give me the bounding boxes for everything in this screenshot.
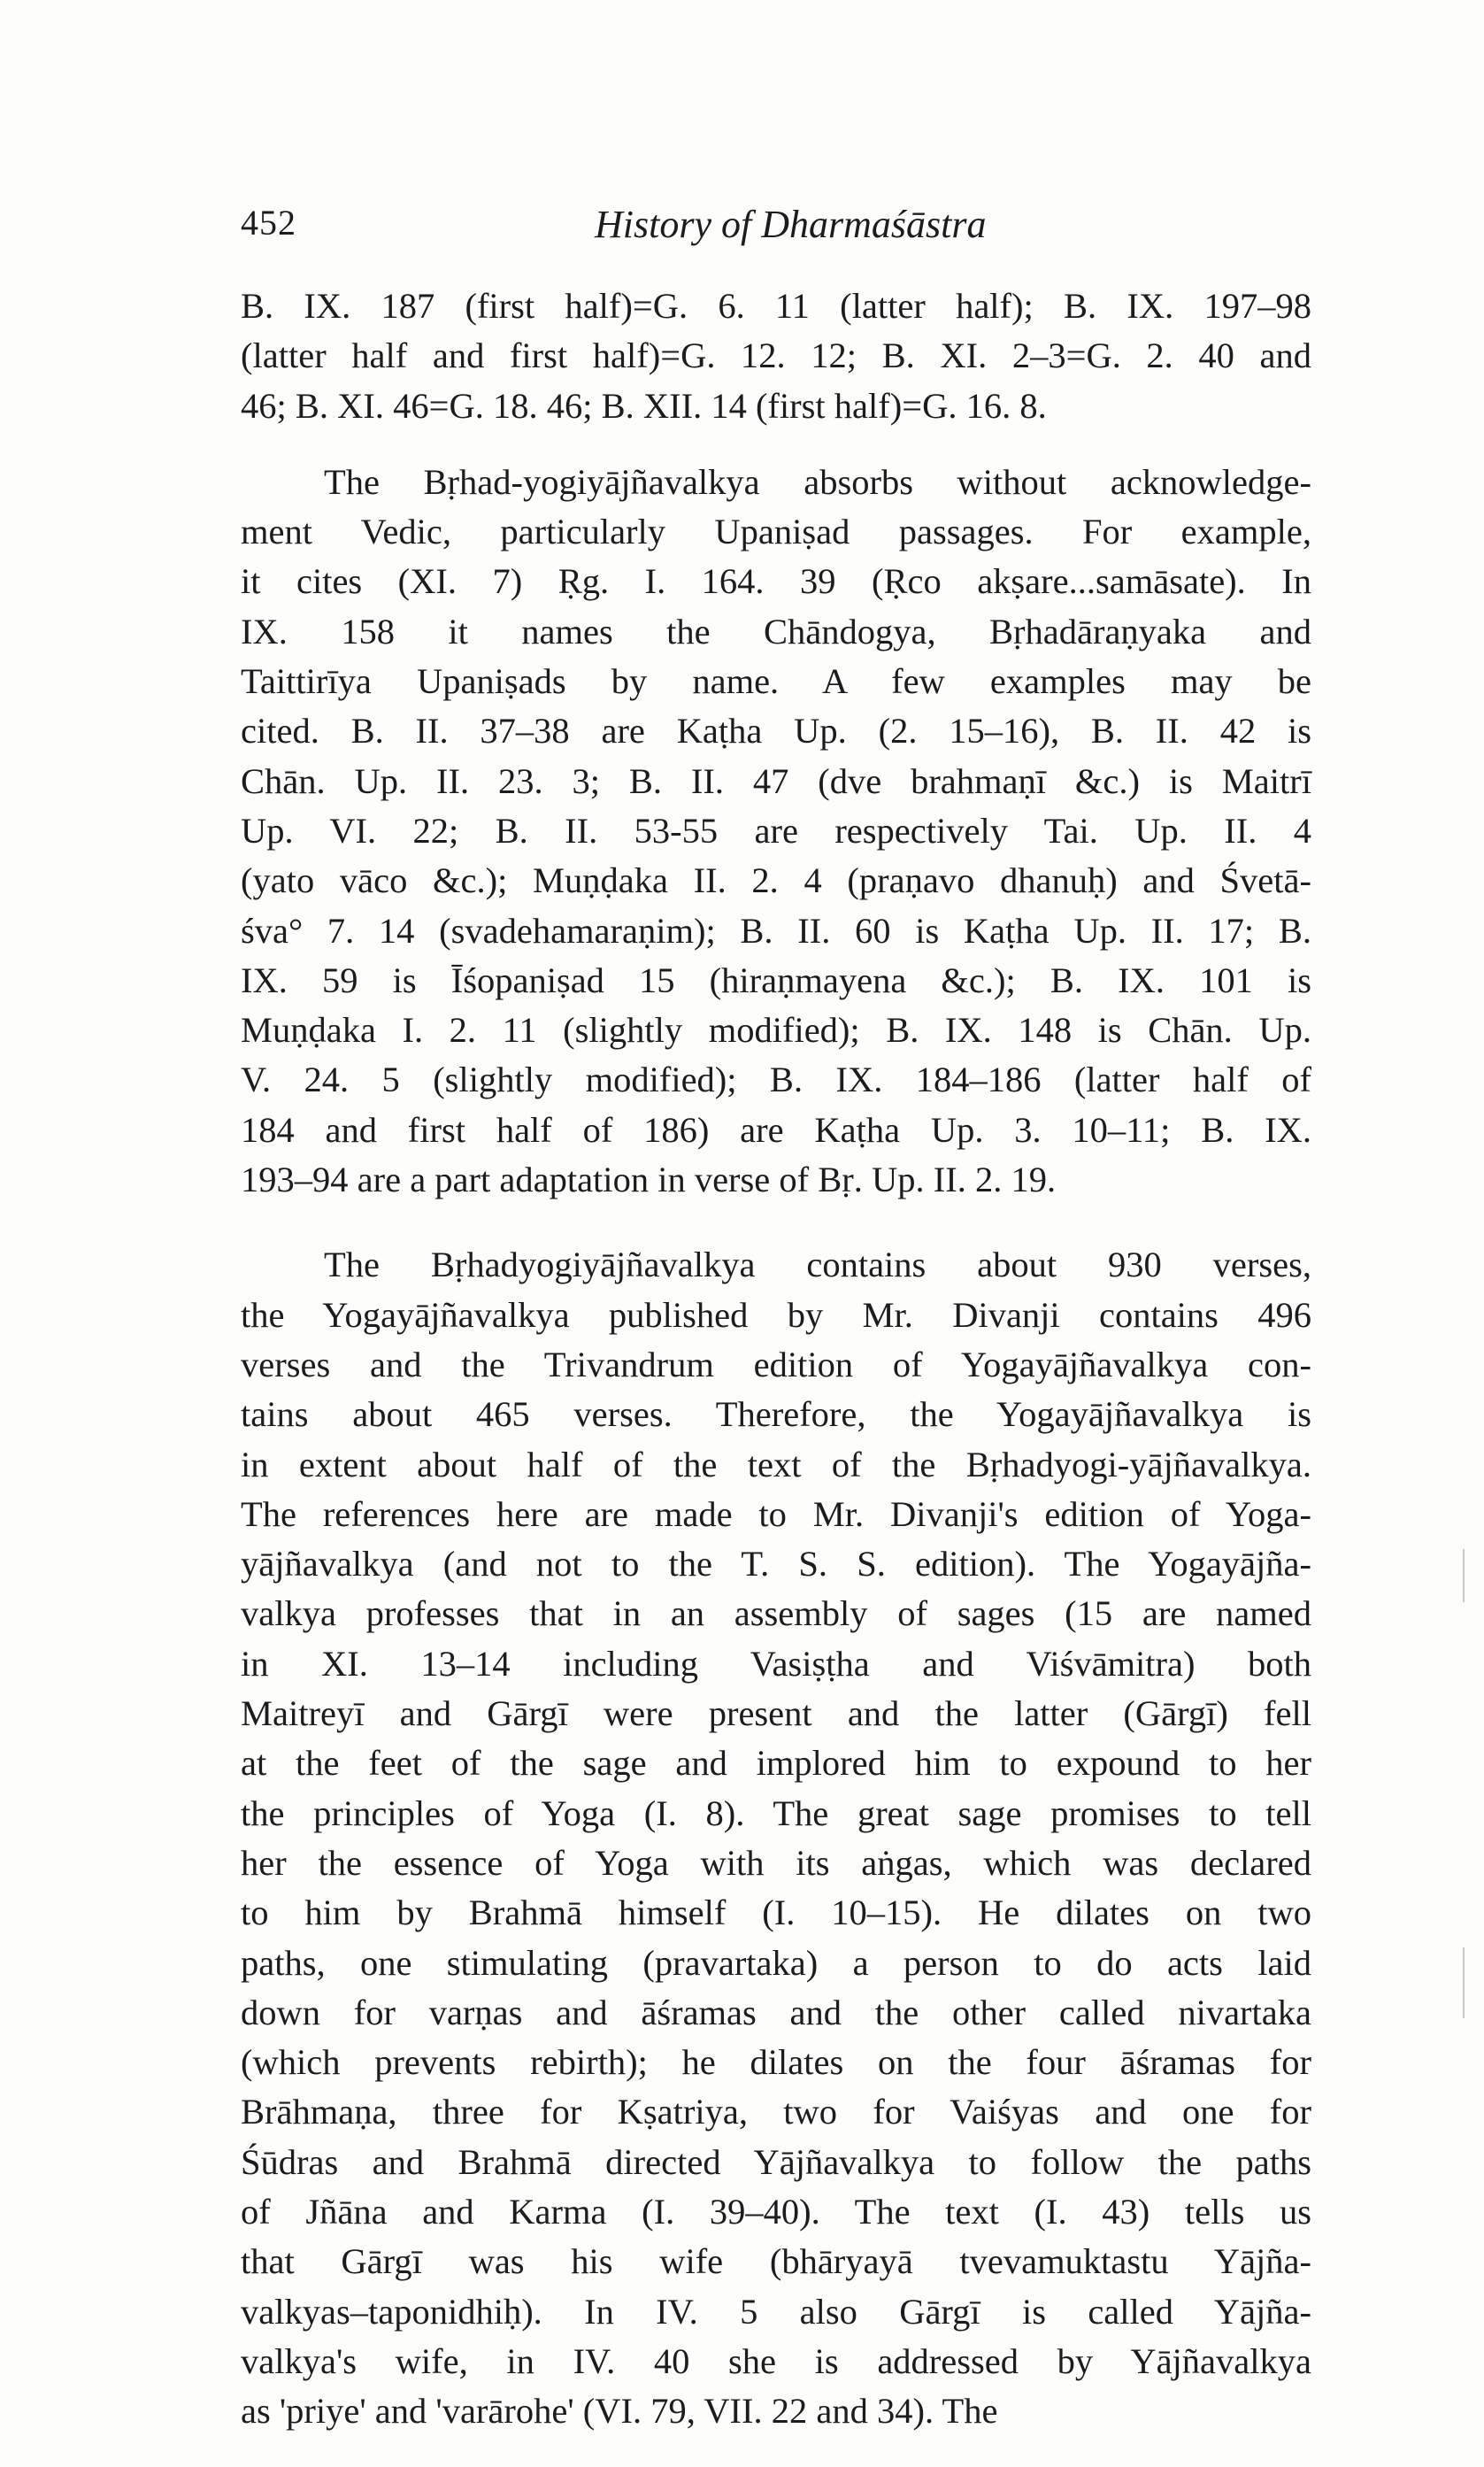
text-line: IX. 59 is Īśopaniṣad 15 (hiraṇmayena &c.); B. IX. 101 is	[241, 960, 1311, 1000]
text-line: it cites (XI. 7) Ṛg. I. 164. 39 (Ṛco akṣare...samāsate). In	[241, 561, 1311, 602]
scan-edge-mark	[1463, 1549, 1465, 1602]
text-line: (yato vāco &c.); Muṇḍaka II. 2. 4 (praṇavo dhanuḥ) and Śvetā-	[241, 860, 1311, 901]
scan-edge-mark	[1463, 1947, 1465, 2018]
text-line: as 'priye' and 'varārohe' (VI. 79, VII. 22 and 34). The	[241, 2391, 998, 2432]
text-line: cited. B. II. 37–38 are Kaṭha Up. (2. 15–16), B. II. 42 is	[241, 711, 1311, 752]
text-line: Chān. Up. II. 23. 3; B. II. 47 (dve brahmaṇī &c.) is Maitrī	[241, 760, 1311, 801]
text-line: in extent about half of the text of the Bṛhadyogi-yājñavalkya.	[241, 1444, 1311, 1484]
running-head	[241, 202, 1311, 255]
text-line: the principles of Yoga (I. 8). The great sage promises to tell	[241, 1792, 1311, 1833]
text-line: to him by Brahmā himself (I. 10–15). He dilates on two	[241, 1893, 1311, 1933]
text-line: yājñavalkya (and not to the T. S. S. edition). The Yogayājña-	[241, 1544, 1311, 1584]
text-line: 193–94 are a part adaptation in verse of Bṛ. Up. II. 2. 19.	[241, 1160, 1057, 1200]
paragraph-gita-correspondences	[241, 281, 1311, 431]
text-line: IX. 158 it names the Chāndogya, Bṛhadāraṇyaka and	[241, 611, 1311, 651]
text-line: Muṇḍaka I. 2. 11 (slightly modified); B. IX. 148 is Chān. Up.	[241, 1010, 1311, 1051]
text-line: Śūdras and Brahmā directed Yājñavalkya to follow the paths	[241, 2141, 1311, 2182]
text-line: The Bṛhadyogiyājñavalkya contains about 930 verses,	[324, 1245, 1311, 1285]
text-line: valkya's wife, in IV. 40 she is addressed by Yājñavalkya	[241, 2340, 1311, 2381]
text-line: The references here are made to Mr. Divanji's edition of Yoga-	[241, 1493, 1311, 1534]
text-line: verses and the Trivandrum edition of Yogayājñavalkya con-	[241, 1344, 1311, 1384]
text-line: in XI. 13–14 including Vasiṣṭha and Viśvāmitra) both	[241, 1643, 1311, 1684]
text-line: down for varṇas and āśramas and the other called nivartaka	[241, 1992, 1311, 2032]
text-line: at the feet of the sage and implored him to expound to her	[241, 1743, 1311, 1784]
text-line: (latter half and first half)=G. 12. 12; B. XI. 2–3=G. 2. 40 and	[241, 335, 1311, 376]
text-line: ment Vedic, particularly Upaniṣad passages. For example,	[241, 512, 1311, 552]
page-number: 452	[241, 203, 296, 243]
running-title: History of Dharmaśāstra	[595, 203, 987, 246]
paragraph-vedic-passages	[241, 458, 1311, 1205]
text-line: the Yogayājñavalkya published by Mr. Divanji contains 496	[241, 1294, 1311, 1335]
text-line: śva° 7. 14 (svadehamaraṇim); B. II. 60 is Kaṭha Up. II. 17; B.	[241, 910, 1311, 951]
text-line: tains about 465 verses. Therefore, the Yogayājñavalkya is	[241, 1394, 1311, 1435]
text-line: of Jñāna and Karma (I. 39–40). The text (I. 43) tells us	[241, 2191, 1311, 2232]
text-line: Taittirīya Upaniṣads by name. A few examples may be	[241, 661, 1311, 702]
text-line: The Bṛhad-yogiyājñavalkya absorbs without acknowledge-	[324, 461, 1311, 502]
body-text	[241, 281, 1311, 2436]
text-line: valkyas–taponidhiḥ). In IV. 5 also Gārgī is called Yājña-	[241, 2291, 1311, 2332]
text-line: Up. VI. 22; B. II. 53-55 are respectively Tai. Up. II. 4	[241, 810, 1311, 851]
text-line: V. 24. 5 (slightly modified); B. IX. 184–186 (latter half of	[241, 1060, 1311, 1100]
text-line: that Gārgī was his wife (bhāryayā tvevamuktastu Yājña-	[241, 2241, 1311, 2282]
text-line: her the essence of Yoga with its aṅgas, which was declared	[241, 1842, 1311, 1883]
text-line: (which prevents rebirth); he dilates on the four āśramas for	[241, 2042, 1311, 2083]
text-line: 184 and first half of 186) are Kaṭha Up. 3. 10–11; B. IX.	[241, 1109, 1311, 1150]
text-line: paths, one stimulating (pravartaka) a person to do acts laid	[241, 1942, 1311, 1983]
text-line: valkya professes that in an assembly of sages (15 are named	[241, 1593, 1311, 1634]
text-line: 46; B. XI. 46=G. 18. 46; B. XII. 14 (first half)=G. 16. 8.	[241, 385, 1047, 426]
paragraph-yogayajnavalkya	[241, 1240, 1311, 2436]
text-line: B. IX. 187 (first half)=G. 6. 11 (latter half); B. IX. 197–98	[241, 286, 1311, 326]
text-line: Maitreyī and Gārgī were present and the latter (Gārgī) fell	[241, 1693, 1311, 1734]
text-line: Brāhmaṇa, three for Kṣatriya, two for Vaiśyas and one for	[241, 2092, 1311, 2132]
